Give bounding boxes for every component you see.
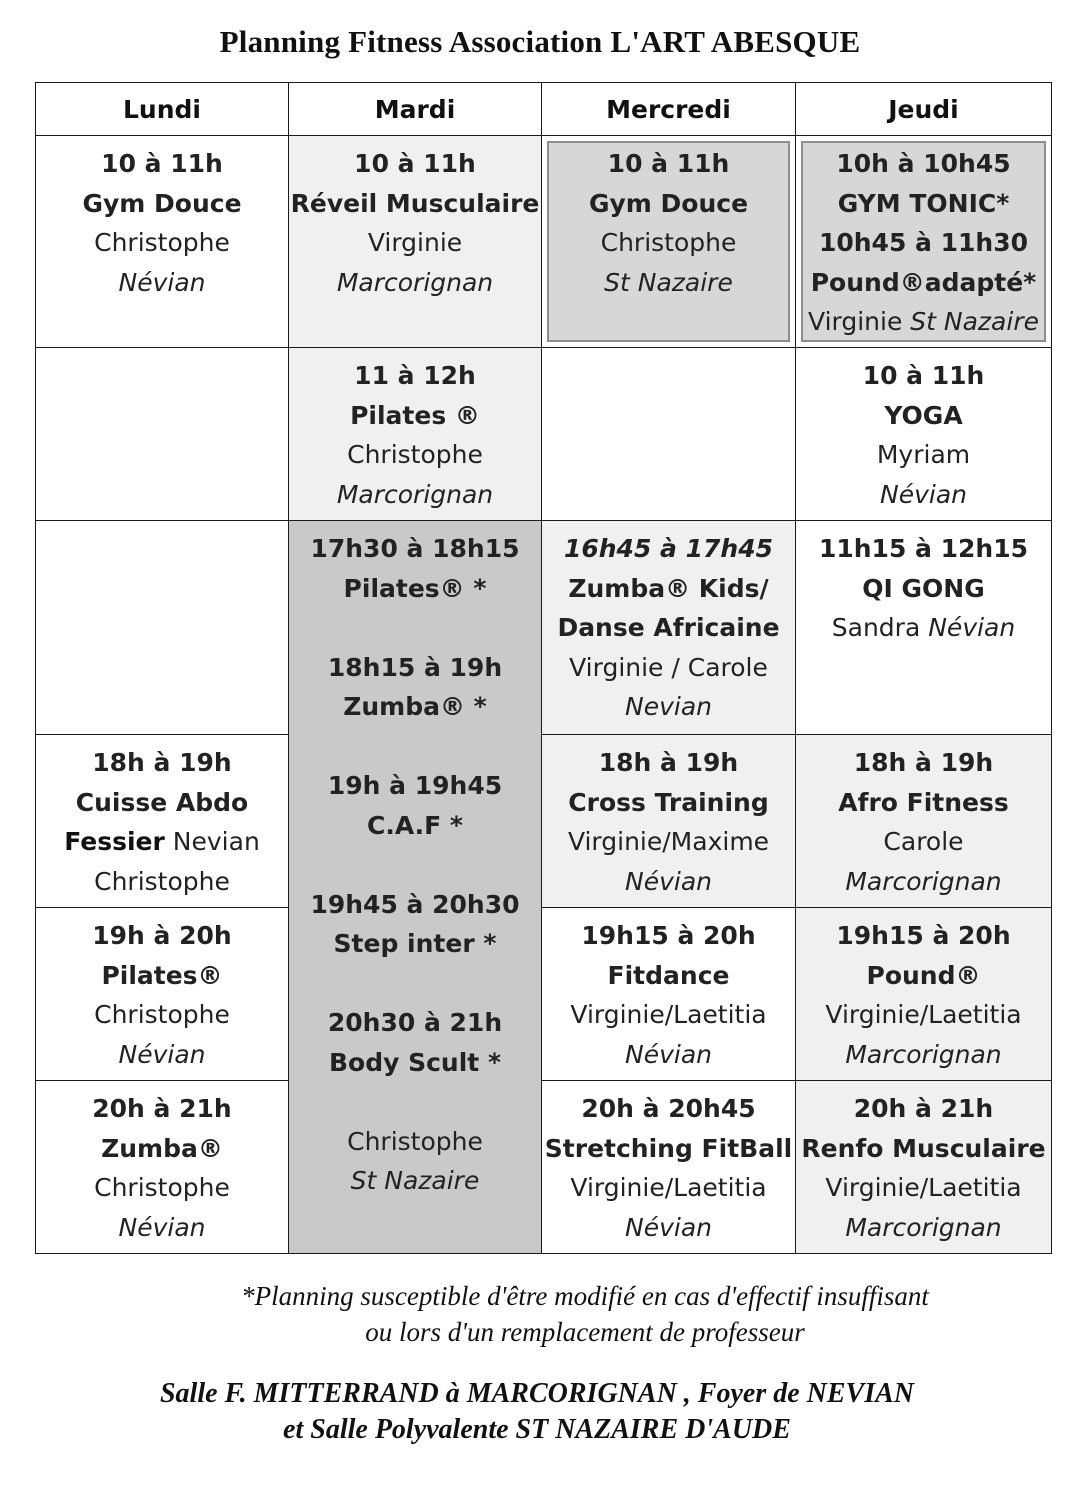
class-time: 18h à 19h	[598, 748, 739, 777]
class-coach: Virginie/Laetitia	[570, 1173, 767, 1202]
table-row	[36, 136, 1052, 348]
class-cell-mercredi-3	[542, 521, 796, 735]
class-activity: Stretching FitBall	[544, 1133, 793, 1163]
class-place: Névian	[928, 613, 1016, 642]
schedule-table	[35, 82, 1052, 1254]
class-cell-jeudi-2	[796, 348, 1052, 521]
class-coach: Christophe	[347, 1126, 483, 1156]
class-place: Névian	[118, 1039, 206, 1069]
class-place: St Nazaire	[910, 307, 1039, 336]
table-row	[36, 735, 1052, 908]
class-cell-mardi-evening	[289, 521, 542, 1254]
class-time: 17h30 à 18h15	[310, 534, 520, 563]
class-place: Névian	[880, 479, 967, 509]
class-time: 19h15 à 20h	[836, 921, 1011, 950]
class-activity: Renfo Musculaire	[801, 1133, 1046, 1163]
class-place: Nevian	[172, 827, 260, 856]
class-activity: Pilates ®	[350, 400, 480, 430]
class-activity: GYM TONIC*	[837, 188, 1010, 218]
class-time: 10 à 11h	[354, 149, 476, 178]
class-coach: Christophe	[94, 1000, 230, 1029]
class-time: 20h30 à 21h	[327, 1008, 503, 1037]
class-activity: Zumba®	[101, 1133, 223, 1163]
class-cell-lundi-6	[36, 1081, 289, 1254]
class-place: Marcorignan	[336, 267, 494, 297]
class-cell-mercredi-1	[542, 136, 796, 348]
class-time: 10h à 10h45	[836, 149, 1011, 178]
class-activity: Step inter *	[333, 929, 497, 958]
class-cell-lundi-5	[36, 908, 289, 1081]
day-header-jeudi: Jeudi	[796, 83, 1052, 136]
class-coach: Virginie	[367, 228, 463, 257]
class-activity-place	[36, 822, 288, 862]
class-place: Névian	[625, 1212, 712, 1242]
table-row	[36, 1081, 1052, 1254]
class-cell-jeudi-4	[796, 735, 1052, 908]
class-activity: Pilates®	[101, 960, 223, 990]
class-cell-lundi-1	[36, 136, 289, 348]
class-cell-jeudi-3	[796, 521, 1052, 735]
class-activity-2: Fessier	[64, 827, 165, 856]
class-time: 11 à 12h	[354, 361, 476, 390]
empty-cell-lundi-3	[36, 521, 289, 735]
class-place: Marcorignan	[336, 479, 494, 509]
class-coach: Virginie/Maxime	[567, 827, 770, 856]
class-place: Névian	[625, 1039, 712, 1069]
class-cell-mardi-1	[289, 136, 542, 348]
day-header-mercredi: Mercredi	[542, 83, 796, 136]
class-activity: Fitdance	[607, 960, 730, 990]
spacer	[289, 727, 541, 767]
class-coach: Christophe	[94, 228, 230, 257]
venue-line-2: et Salle Polyvalente ST NAZAIRE D'AUDE	[283, 1414, 791, 1445]
class-time: 20h à 21h	[92, 1094, 232, 1123]
class-activity: Pilates® *	[343, 573, 487, 603]
class-time: 19h à 19h45	[327, 771, 503, 800]
class-coach: Carole	[883, 827, 964, 856]
class-cell-mercredi-4	[542, 735, 796, 908]
class-activity: Cuisse Abdo	[75, 787, 249, 817]
class-activity: Gym Douce	[82, 188, 242, 218]
table-row	[36, 521, 1052, 735]
class-activity: Zumba® Kids/	[568, 573, 769, 603]
class-place: Marcorignan	[845, 1212, 1002, 1242]
class-place: Névian	[118, 1212, 206, 1242]
class-coach: Sandra	[831, 613, 921, 642]
class-activity: Body Scult *	[328, 1047, 502, 1077]
class-coach: Christophe	[600, 228, 737, 257]
table-row	[36, 348, 1052, 521]
class-coach: Virginie	[808, 307, 903, 336]
footnote-line-2: ou lors d'un remplacement de professeur	[365, 1317, 805, 1347]
spacer	[289, 845, 541, 885]
header-row	[36, 83, 1052, 136]
venue-line-1: Salle F. MITTERRAND à MARCORIGNAN , Foyer de NEVIAN	[159, 1378, 915, 1409]
class-time: 18h à 19h	[853, 748, 994, 777]
class-time: 20h à 21h	[853, 1094, 994, 1123]
spacer	[289, 964, 541, 1004]
class-time: 10 à 11h	[101, 149, 223, 178]
class-activity: Réveil Musculaire	[290, 188, 540, 218]
class-time: 11h15 à 12h15	[818, 534, 1029, 563]
class-cell-jeudi-5	[796, 908, 1052, 1081]
class-activity: Pound®	[866, 960, 981, 990]
class-place: Névian	[625, 866, 712, 896]
class-cell-jeudi-1	[796, 136, 1052, 348]
day-header-mardi: Mardi	[289, 83, 542, 136]
class-activity: YOGA	[884, 400, 963, 430]
class-cell-lundi-4	[36, 735, 289, 908]
class-activity: C.A.F *	[366, 810, 463, 840]
class-activity: QI GONG	[862, 573, 985, 603]
class-time: 19h45 à 20h30	[310, 889, 520, 919]
class-coach: Christophe	[94, 1173, 230, 1202]
class-time-2: 10h45 à 11h30	[818, 228, 1029, 257]
class-activity-2: Danse Africaine	[557, 613, 780, 642]
footnote-line-1: *Planning susceptible d'être modifié en cas d'effectif insuffisant	[241, 1281, 929, 1311]
class-place: Nevian	[625, 692, 712, 721]
class-coach: Virginie / Carole	[569, 652, 768, 682]
class-time: 10 à 11h	[862, 361, 985, 390]
class-place: St Nazaire	[604, 267, 733, 297]
class-coach: Myriam	[876, 440, 971, 469]
class-activity: Gym Douce	[588, 188, 749, 218]
class-coach: Christophe	[347, 440, 483, 469]
class-coach: Virginie/Laetitia	[570, 1000, 767, 1029]
empty-cell-mercredi-2	[542, 348, 796, 521]
class-coach-place	[796, 302, 1051, 342]
spacer	[289, 1082, 541, 1122]
class-activity-2: Pound®adapté*	[810, 267, 1037, 297]
class-cell-mercredi-5	[542, 908, 796, 1081]
class-time: 18h15 à 19h	[327, 652, 503, 682]
table-row	[36, 908, 1052, 1081]
class-place: Marcorignan	[845, 866, 1002, 896]
class-place: Névian	[118, 267, 206, 297]
class-time: 19h15 à 20h	[581, 921, 756, 950]
class-time: 16h45 à 17h45	[563, 534, 774, 563]
spacer	[289, 608, 541, 648]
empty-cell-lundi-2	[36, 348, 289, 521]
class-coach-place	[796, 608, 1051, 648]
class-activity: Zumba® *	[343, 692, 487, 721]
class-time: 19h à 20h	[92, 921, 232, 950]
class-activity: Afro Fitness	[838, 787, 1009, 817]
class-place: St Nazaire	[350, 1166, 480, 1195]
class-cell-mardi-2	[289, 348, 542, 521]
class-activity: Cross Training	[568, 787, 769, 817]
class-time: 20h à 20h45	[581, 1094, 756, 1123]
class-coach: Christophe	[94, 866, 230, 896]
class-coach: Virginie/Laetitia	[825, 1000, 1022, 1029]
class-cell-mercredi-6	[542, 1081, 796, 1254]
page-title: Planning Fitness Association L'ART ABESQUE	[219, 24, 861, 59]
class-time: 18h à 19h	[92, 748, 232, 777]
class-coach: Virginie/Laetitia	[825, 1173, 1022, 1202]
class-place: Marcorignan	[845, 1039, 1002, 1069]
day-header-lundi: Lundi	[36, 83, 289, 136]
class-time: 10 à 11h	[607, 149, 730, 178]
class-cell-jeudi-6	[796, 1081, 1052, 1254]
